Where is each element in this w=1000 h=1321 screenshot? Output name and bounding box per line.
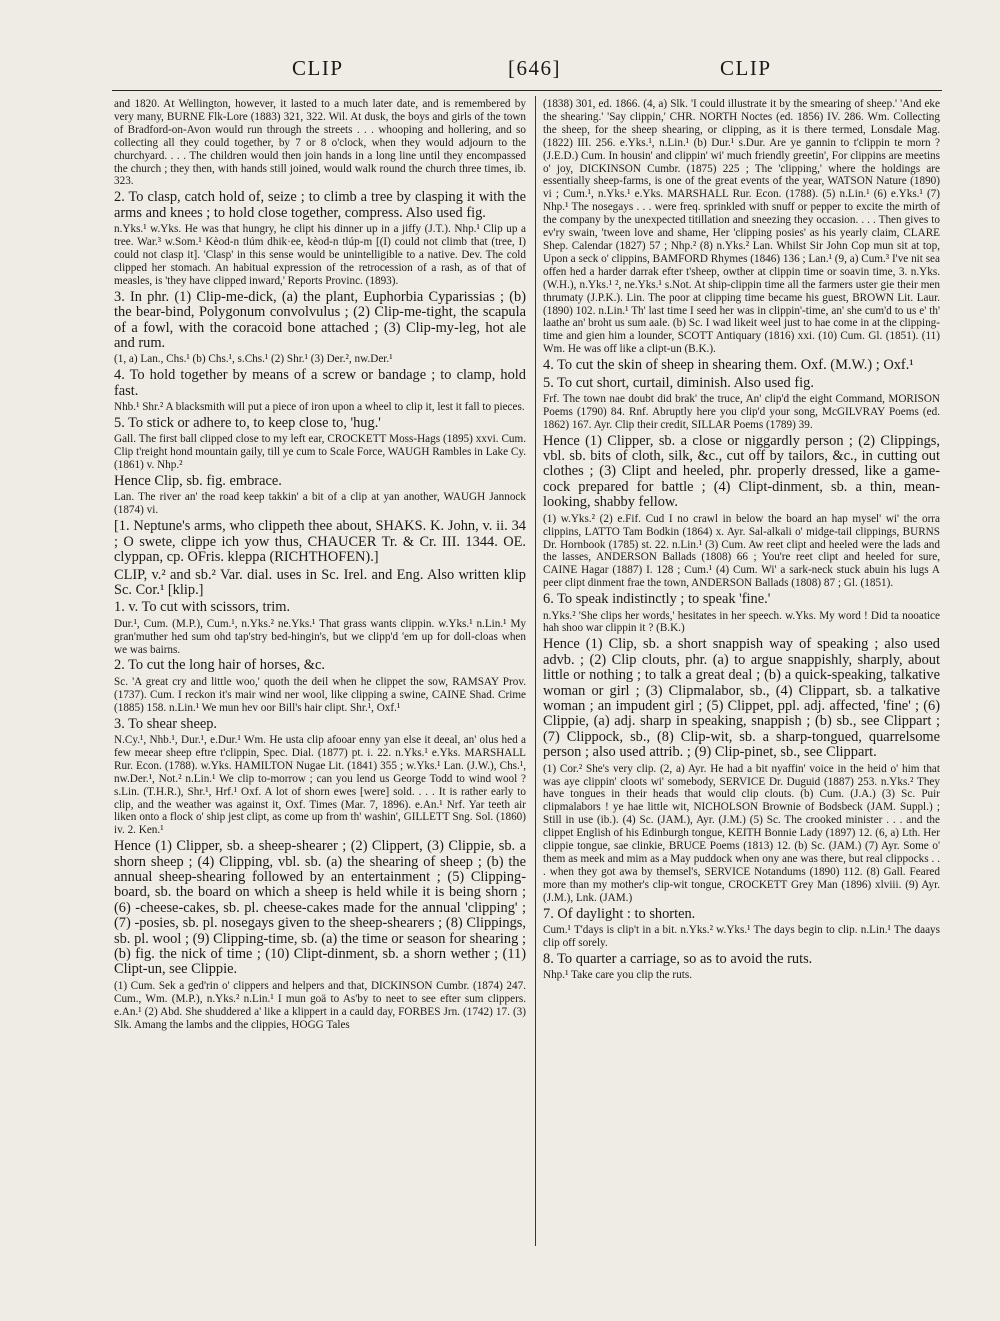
citation-block: (1) Cum. Sek a ged'rin o' clippers and helpers and that, DICKINSON Cumbr. (1874) 247. Cum., Wm. (M.P.), n.Yks.² n.Lin.¹ I mun goä to As'by to neet to see efter sum clippers. e.An.¹ (2) Abd. She shuddered a' like a klippert in a cauld day, FORBES Jrn. (1742) 17. (3) Slk. Amang the lambs and the clippies, HOGG Tales	[114, 979, 526, 1031]
header-left-word: CLIP	[292, 56, 344, 80]
sense-heading: Hence (1) Clip, sb. a short snappish way of speaking ; also used advb. ; (2) Clip clouts, phr. (a) to argue snappishly, sharply, about little or nothing ; to talk a great deal ; (b) a quick-speaking, talkative woman or girl ; (3) Clipmalabor, sb., (4) Clippart, sb. a talkative woman ; an impudent girl ; (5) Clippet, ppl. adj. affected, 'fine' ; (6) Clippie, (a) adj. sharp in speaking, snappish ; (b) sb., see Clippart ; (7) Clippock, sb., (8) Clip-wit, sb. a sharp-tongued, quarrelsome person ; also used attrib. ; (9) Clip-pinet, sb., see Clippart.	[543, 636, 940, 761]
sense-heading: Hence (1) Clipper, sb. a sheep-shearer ; (2) Clippert, (3) Clippie, sb. a shorn sheep ; (4) Clipping, vbl. sb. (a) the shearing of sheep ; (b) the annual sheep-shearing followed by an entertainment ; (5) Clipping-board, sb. the board on which a sheep is held while it is being shorn ; (6) -cheese-cakes, sb. pl. cheese-cakes made for the annual 'clipping' ; (7) -posies, sb. pl. nosegays given to the sheep-shearers ; (8) Clippings, sb. pl. wool ; (9) Clipping-time, sb. (a) the time or season for shearing ; (b) fig. the nick of time ; (10) Clipt-dinment, sb. a shorn wether ; (11) Clipt-un, see Clippie.	[114, 838, 526, 978]
citation-block: n.Yks.¹ w.Yks. He was that hungry, he clipt his dinner up in a jiffy (J.T.). Nhp.¹ Clip up a tree. War.³ w.Som.¹ Kèod-n tlúm dhik·ee, kèod-n tlúp-m [(I) could not climb that (tree, I) could not clasp it]. 'Clasp' in this sense would be unintelligible to a native. Dev. The cold clipped her stomach. An habitual expression of the retrocession of a rash, as of that of measles, is 'they have clipped inward,' Reports Provinc. (1893).	[114, 223, 526, 287]
column-divider	[535, 96, 536, 1246]
running-header	[0, 52, 1000, 86]
header-rule	[112, 90, 942, 91]
page-number: [646]	[508, 56, 561, 80]
citation-block: Nhp.¹ Take care you clip the ruts.	[543, 969, 692, 982]
citation-block: Dur.¹, Cum. (M.P.), Cum.¹, n.Yks.² ne.Yks.¹ That grass wants clippin. w.Yks.¹ n.Lin.¹ My gran'muther hed sum ohd tap'stry bed-hingin's, but we clipp'd 'em up for doll-cloas when we was bairns.	[114, 617, 526, 656]
sense-heading: 5. To cut short, curtail, diminish. Also used fig.	[543, 374, 814, 391]
sense-heading: 4. To hold together by means of a screw or bandage ; to clamp, hold fast.	[114, 367, 526, 399]
sense-heading: Hence Clip, sb. fig. embrace.	[114, 473, 282, 490]
sense-heading: 5. To stick or adhere to, to keep close to, 'hug.'	[114, 414, 381, 431]
sense-heading: 1. v. To cut with scissors, trim.	[114, 599, 291, 616]
sense-heading: 2. To cut the long hair of horses, &c.	[114, 657, 325, 674]
citation-block: Cum.¹ T'days is clip't in a bit. n.Yks.² w.Yks.¹ The days begin to clip. n.Lin.¹ The daays clip off sorely.	[543, 923, 940, 949]
sense-heading: 3. In phr. (1) Clip-me-dick, (a) the plant, Euphorbia Cyparissias ; (b) the bear-bind, Polygonum convolvulus ; (2) Clip-me-tight, the scapula of a fowl, with the coracoid bone attached ; (3) Clip-my-leg, hot ale and rum.	[114, 288, 526, 351]
citation-block: and 1820. At Wellington, however, it lasted to a much later date, and is remembered by very many, BURNE Flk-Lore (1883) 321, 322. Wil. At dusk, the boys and girls of the town of Bradford-on-Avon would run through the streets . . . whooping and hollering, and so collecting all they could together, by 7 or 8 o'clock, when they would adjourn to the churchyard. . . . The children would then join hands in a long line until they encompassed the church ; they then, with hands still joined, would walk round the church three times, ib. 323.	[114, 98, 526, 188]
citation-block: Gall. The first ball clipped close to my left ear, CROCKETT Moss-Hags (1895) xxvi. Cum. Clip t'reight hond mountain gaily, till ye cum to Scale Force, WAUGH Rambles in Lake Cy. (1861) v. Nhp.²	[114, 433, 526, 472]
sense-heading: 4. To cut the skin of sheep in shearing them. Oxf. (M.W.) ; Oxf.¹	[543, 357, 914, 374]
citation-block: Sc. 'A great cry and little woo,' quoth the deil when he clippet the sow, RAMSAY Prov. (1737). Cum. I reckon it's mair wind ner wool, like clipping a swine, CAINE Shad. Crime (1885) 158. n.Lin.¹ We mun hev oor Bill's hair clipt. Shr.¹, Oxf.¹	[114, 675, 526, 714]
left-column	[114, 96, 526, 1032]
sense-heading: 7. Of daylight : to shorten.	[543, 905, 696, 922]
citation-block: (1, a) Lan., Chs.¹ (b) Chs.¹, s.Chs.¹ (2) Shr.¹ (3) Der.², nw.Der.¹	[114, 353, 393, 366]
sense-heading: Hence (1) Clipper, sb. a close or niggardly person ; (2) Clippings, vbl. sb. bits of cloth, silk, &c., cut off by tailors, &c., in cutting out clothes ; (3) Clipt and heeled, phr. properly dressed, like a game-cock prepared for battle ; (4) Clipt-dinment, sb. a thin, mean-looking, shabby fellow.	[543, 432, 940, 511]
citation-block: N.Cy.¹, Nhb.¹, Dur.¹, e.Dur.¹ Wm. He usta clip afooar enny yan else it deeal, an' olus hed a few meear sheep eftre t'clippin, Spec. Dial. (1877) pt. i. 22. n.Yks.¹ e.Yks. MARSHALL Rur. Econ. (1788). w.Yks. HAMILTON Nugae Lit. (1841) 355 ; w.Yks.¹ Lan. (J.W.), Chs.¹, nw.Der.¹, Not.² n.Lin.¹ We clip to-morrow ; can you lend us George Todd to wind wool ? s.Lin. (T.H.R.), Shr.¹, Hrf.¹ Oxf. A lot of shorn ewes [were] sold. . . . It is rather early to clip, and the weather was against it, Oxf. Times (Mar. 7, 1896). e.An.¹ Nrf. Yar teeth air liken onto a flock o' ship jest clipt, as come up from th' washin', GILLETT Sng. Sol. (1860) iv. 2. Ken.¹	[114, 733, 526, 837]
sense-heading: CLIP, v.² and sb.² Var. dial. uses in Sc. Irel. and Eng. Also written klip Sc. Cor.¹ [klip.]	[114, 566, 526, 598]
sense-heading: 6. To speak indistinctly ; to speak 'fine.'	[543, 591, 771, 608]
sense-heading: 2. To clasp, catch hold of, seize ; to climb a tree by clasping it with the arms and knees ; to hold close together, compress. Also used fig.	[114, 189, 526, 221]
citation-block: (1838) 301, ed. 1866. (4, a) Slk. 'I could illustrate it by the smearing of sheep.' 'And eke the shearing.' 'Say clippin,' CHR. NORTH Noctes (ed. 1856) IV. 286. Wm. Collecting the sheep, for the sheep shearing, or clipping, as it is there termed, Lonsdale Mag. (1822) III. 256. e.Yks.¹, n.Lin.¹ (b) Dur.¹ s.Dur. Are ye gannin to t'clippin te morn ? (J.E.D.) Cum. In housin' and clippin' wi' much friendly greetin', For clippins are meetins o' joy, DICKINSON Cumbr. (1875) 225 ; The 'clipping,' where the holdings are essentially sheep-farms, is one of the great events of the year, WATSON Nature (1890) vi ; Cum.¹, n.Yks.¹ e.Yks. MARSHALL Rur. Econ. (1788). (5) n.Lin.¹ (6) e.Yks.¹ (7) Nhp.¹ The nosegays . . . were freq. sprinkled with snuff or pepper to excite the mirth of the company by the unexpected titillation and sneezing they occasion. . . . Then gives to ev'ry swain, 'tween love and shame, Her 'clipping posies' as his yearly claim, CLARE Shep. Calendar (1827) 57 ; Nhp.² (8) n.Yks.² Lan. Whilst Sir John Cop mun sit at top, Upon a seck o' clippins, BAMFORD Rhymes (1846) 136 ; Lan.¹ (9, a) Cum.³ I've nit sea offen hed a harder darrak efter t'sheep, owther at clippin time or soavin time, 3. n.Yks. (W.H.), n.Yks.¹ ², ne.Yks.¹ s.Not. At ship-clippin time all the farmers uster gie their men thrumaty (J.P.K.). Lin. The poor at clipping time became his guest, BROWN Lit. Laur. (1890) 102. n.Lin.¹ Th' last time I seed her was in clippin'-time, an' she cum'd to us e' th' laathe an' broht us sum aale. (b) Sc. I wad likeit weel just to hae come in at the clipping-time and gien him a lounder, SCOTT Antiquary (1816) xxi. (10) Cum. Gl. (1851). (11) Wm. He was off like a clipt-un (B.K.).	[543, 98, 940, 356]
header-right-word: CLIP	[720, 56, 772, 80]
right-column	[543, 96, 940, 982]
citation-block: Frf. The town nae doubt did brak' the truce, An' clip'd the eight Command, MORISON Poems (1790) 84. Rnf. Abruptly here you clip'd your song, McGILVRAY Poems (ed. 1862) 167. Ayr. Clip their credit, SILLAR Poems (1789) 39.	[543, 392, 940, 431]
citation-block: n.Yks.² 'She clips her words,' hesitates in her speech. w.Yks. My word ! Did ta nooatice hah shoo war clippin it ? (B.K.)	[543, 609, 940, 635]
citation-block: Nhb.¹ Shr.² A blacksmith will put a piece of iron upon a wheel to clip it, lest it fall to pieces.	[114, 401, 525, 414]
citation-block: (1) w.Yks.² (2) e.Fif. Cud I no crawl in below the board an hap mysel' wi' the orra clippins, LATTO Tam Bodkin (1864) x. Ayr. Sal-alkali o' midge-tail clippings, BURNS Dr. Hornbook (1785) st. 22. n.Lin.¹ (3) Cum. Aw reet clipt and heeled were the lads and the lasses, ANDERSON Ballads (1808) 66 ; You're reet clipt and heeled for sure, CAINE Hagar (1887) I. 128 ; Cum.¹ (4) Cum. Wi' a sark-neck stuck abuin his lugs A peer clipt dinment frae the town, ANDERSON Ballads (1808) 87 ; Gl. (1851).	[543, 512, 940, 590]
sense-heading: 8. To quarter a carriage, so as to avoid the ruts.	[543, 950, 813, 967]
citation-block: Lan. The river an' the road keep takkin' a bit of a clip at yan another, WAUGH Jannock (1874) vi.	[114, 491, 526, 517]
citation-block: (1) Cor.² She's very clip. (2, a) Ayr. He had a bit nyaffin' voice in the heid o' him that was aye clippin' cloots wi' somebody, SERVICE Dr. Duguid (1887) 253. n.Yks.² They have tongues in their heads that would clip clouts. (b) Cum. (J.A.) (3) Sc. Puir clipmalabors ! ye hae little wit, NICHOLSON Brownie of Bodsbeck (JAM. Suppl.) ; Still in use (ib.). (4) Sc. (JAM.), Ayr. (J.M.) (5) Sc. The crooked minister . . . and the clippet English of his Edinburgh tongue, KEITH Bonnie Lady (1897) 12. (6, a) Lth. Her clippie tongue, sae clinkie, BRUCE Poems (1813) 12. (b) Sc. (JAM.) (7) Ayr. Some o' them as meek and mim as a May puddock when ony ane was there, but real clippocks . . . when they got awa by themsel's, SERVICE Notandums (1890) 112. (8) Gall. Feared more than my mother's clip-wit tongue, CROCKETT Grey Man (1896) xlviii. (9) Ayr. (J.M.), Lnk. (JAM.)	[543, 762, 940, 904]
sense-heading: 3. To shear sheep.	[114, 715, 218, 732]
sense-heading: [1. Neptune's arms, who clippeth thee about, SHAKS. K. John, v. ii. 34 ; O swete, clippe ich yow thus, CHAUCER Tr. & Cr. III. 1344. OE. clyppan, cp. OFris. kleppa (RICHTHOFEN).]	[114, 518, 526, 566]
